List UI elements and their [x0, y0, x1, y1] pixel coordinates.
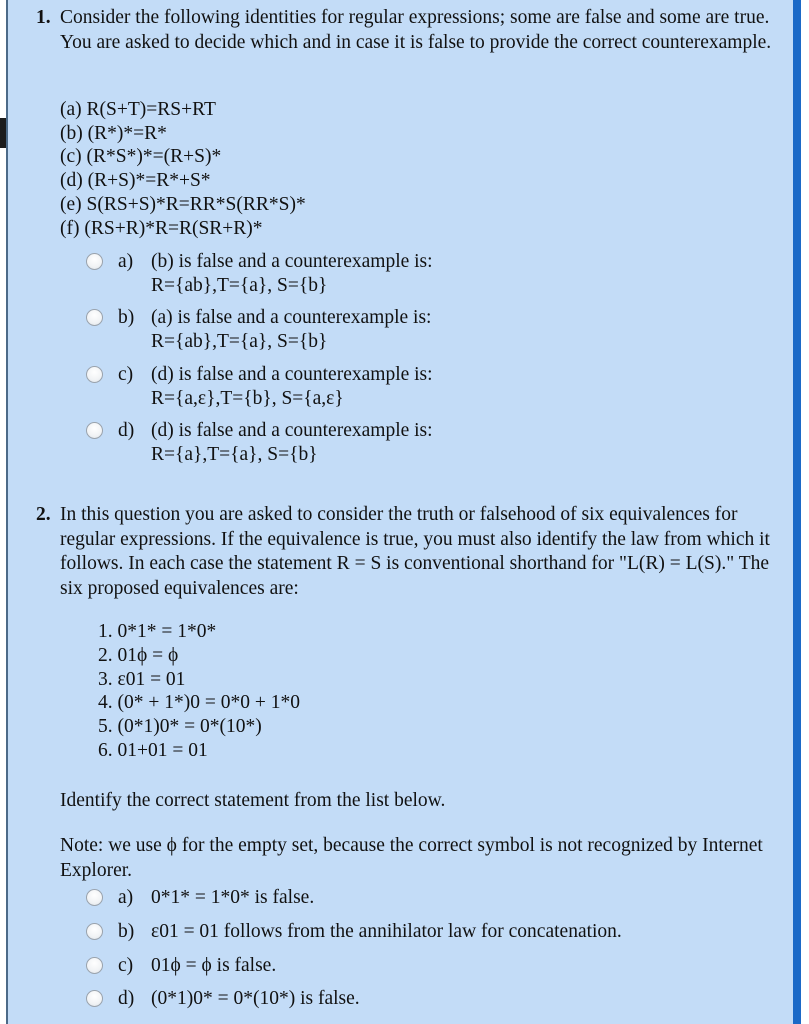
option-text: (d) is false and a counterexample is:	[151, 420, 433, 441]
question-2-note: Note: we use ϕ for the empty set, because the correct symbol is not recognized by Internet Explorer.	[60, 835, 763, 881]
option-counterexample: R={ab},T={a}, S={b}	[151, 275, 328, 296]
equivalence-item: 6. 01+01 = 01	[98, 739, 208, 761]
option-letter: c)	[118, 955, 134, 976]
option-letter: b)	[118, 921, 135, 942]
option-counterexample: R={a,ε},T={b}, S={a,ε}	[151, 388, 344, 409]
option-text: ε01 = 01 follows from the annihilator law for concatenation.	[151, 921, 622, 942]
identity-item: (f) (RS+R)*R=R(SR+R)*	[60, 217, 263, 239]
radio-button[interactable]	[86, 309, 103, 326]
option-letter: c)	[118, 364, 134, 385]
option-letter: a)	[118, 887, 134, 908]
radio-button[interactable]	[86, 923, 103, 940]
question-2-prompt: In this question you are asked to consider the truth or falsehood of six equivalences for regular expressions. If the equivalence is true, you must also identify the law from which it follows. In each case the statement R = S is conventional shorthand for "L(R) = L(S)." The six proposed equivalences are:	[60, 504, 770, 599]
equivalence-item: 5. (0*1)0* = 0*(10*)	[98, 716, 262, 738]
identity-item: (d) (R+S)*=R*+S*	[60, 170, 211, 192]
option-text: (d) is false and a counterexample is:	[151, 364, 433, 385]
question-1-prompt: Consider the following identities for regular expressions; some are false and some are true. You are asked to decide which and in case it is false to provide the correct counterexample.	[60, 7, 772, 53]
identity-item: (c) (R*S*)*=(R+S)*	[60, 146, 222, 168]
option-letter: d)	[118, 988, 135, 1009]
equivalence-item: 1. 0*1* = 1*0*	[98, 621, 217, 642]
identity-item: (a) R(S+T)=RS+RT	[60, 99, 216, 120]
question-2	[36, 503, 777, 601]
identity-list	[60, 98, 306, 240]
option-text: (a) is false and a counterexample is:	[151, 307, 432, 328]
radio-button[interactable]	[86, 366, 103, 383]
question-1	[36, 6, 777, 55]
equivalence-item: 2. 01ϕ = ϕ	[98, 644, 179, 666]
option-text: 0*1* = 1*0* is false.	[151, 887, 315, 908]
identity-item: (b) (R*)*=R*	[60, 122, 167, 144]
radio-button[interactable]	[86, 422, 103, 439]
radio-button[interactable]	[86, 990, 103, 1007]
radio-button[interactable]	[86, 957, 103, 974]
equivalence-list	[98, 620, 300, 763]
equivalence-item: 4. (0* + 1*)0 = 0*0 + 1*0	[98, 692, 300, 714]
option-text: (0*1)0* = 0*(10*) is false.	[151, 988, 360, 1009]
option-counterexample: R={a},T={a}, S={b}	[151, 444, 318, 465]
question-2-number: 2.	[36, 504, 51, 525]
option-counterexample: R={ab},T={a}, S={b}	[151, 331, 328, 352]
option-text: 01ϕ = ϕ is false.	[151, 955, 277, 976]
option-letter: b)	[118, 307, 135, 328]
radio-button[interactable]	[86, 253, 103, 270]
option-text: (b) is false and a counterexample is:	[151, 251, 433, 272]
option-letter: a)	[118, 251, 134, 272]
question-2-instruction: Identify the correct statement from the list below.	[60, 790, 446, 811]
question-1-number: 1.	[36, 7, 51, 28]
radio-button[interactable]	[86, 889, 103, 906]
option-letter: d)	[118, 420, 135, 441]
quiz-panel	[6, 0, 801, 1024]
identity-item: (e) S(RS+S)*R=RR*S(RR*S)*	[60, 193, 306, 215]
equivalence-item: 3. ε01 = 01	[98, 668, 186, 690]
